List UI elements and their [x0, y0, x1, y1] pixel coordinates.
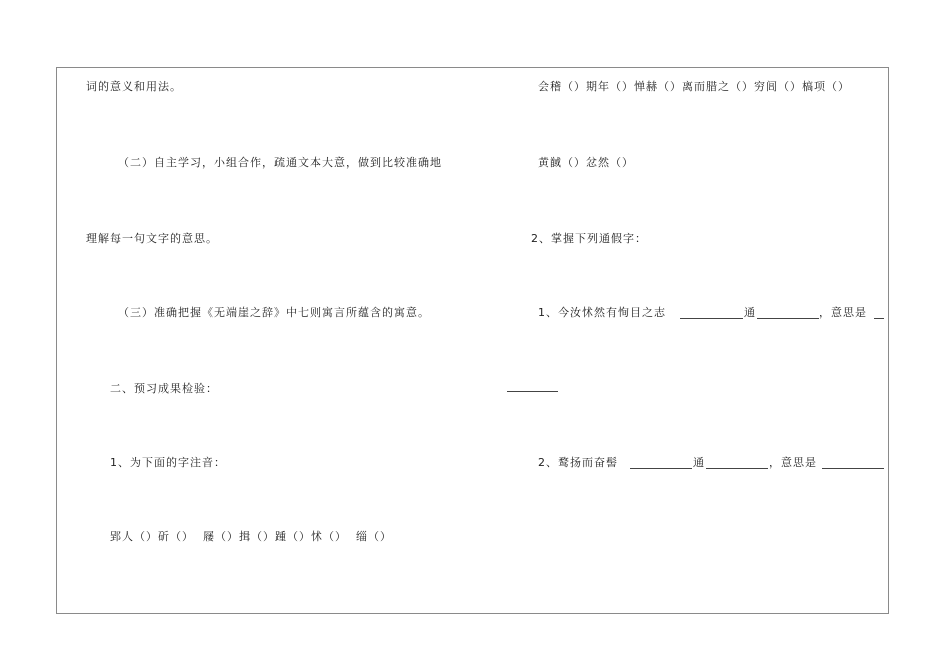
- tongjia-item-1-blank-c-cont: [507, 391, 558, 392]
- tongjia-item-1-blank-a: [680, 318, 743, 319]
- tongjia-item-2-blank-a: [630, 468, 692, 469]
- tongjia-item-2-blank-b: [706, 468, 768, 469]
- tongjia-item-1-meaning: ，意思是: [819, 306, 867, 319]
- text-line-grasp-meaning: （三）准确把握《无端崖之辞》中七则寓言所蕴含的寓意。: [118, 306, 430, 319]
- tongjia-item-1-blank-b: [757, 318, 819, 319]
- text-line-understand: 理解每一句文字的意思。: [86, 232, 218, 245]
- tongjia-item-1-blank-c: [874, 318, 884, 319]
- tongjia-item-1-tong: 通: [744, 306, 756, 319]
- text-line-word-usage: 词的意义和用法。: [86, 80, 182, 93]
- pronunciation-items-line3: 黄馘（）忿然（）: [538, 156, 634, 169]
- tongjia-item-2-blank-c: [822, 468, 884, 469]
- tongjia-item-2-tong: 通: [693, 456, 705, 469]
- tongjia-item-2-meaning: ，意思是: [769, 456, 817, 469]
- question-tongjia: 2、掌握下列通假字：: [531, 232, 647, 245]
- text-line-self-study: （二）自主学习，小组合作，疏通文本大意，做到比较准确地: [118, 156, 442, 169]
- pronunciation-items-line1: 郢人（）斫（） 屦（）揖（）踵（）怵（） 缁（）: [110, 530, 392, 543]
- section-heading-preview-check: 二、预习成果检验：: [110, 382, 218, 395]
- tongjia-item-1-text: 1、今汝怵然有恂目之志: [538, 306, 666, 319]
- tongjia-item-2-text: 2、鹜扬而奋髻: [538, 456, 618, 469]
- question-pronunciation: 1、为下面的字注音：: [110, 456, 226, 469]
- pronunciation-items-line2: 会稽（）期年（）惮赫（）离而腊之（）穷闾（）槁项（）: [538, 80, 850, 93]
